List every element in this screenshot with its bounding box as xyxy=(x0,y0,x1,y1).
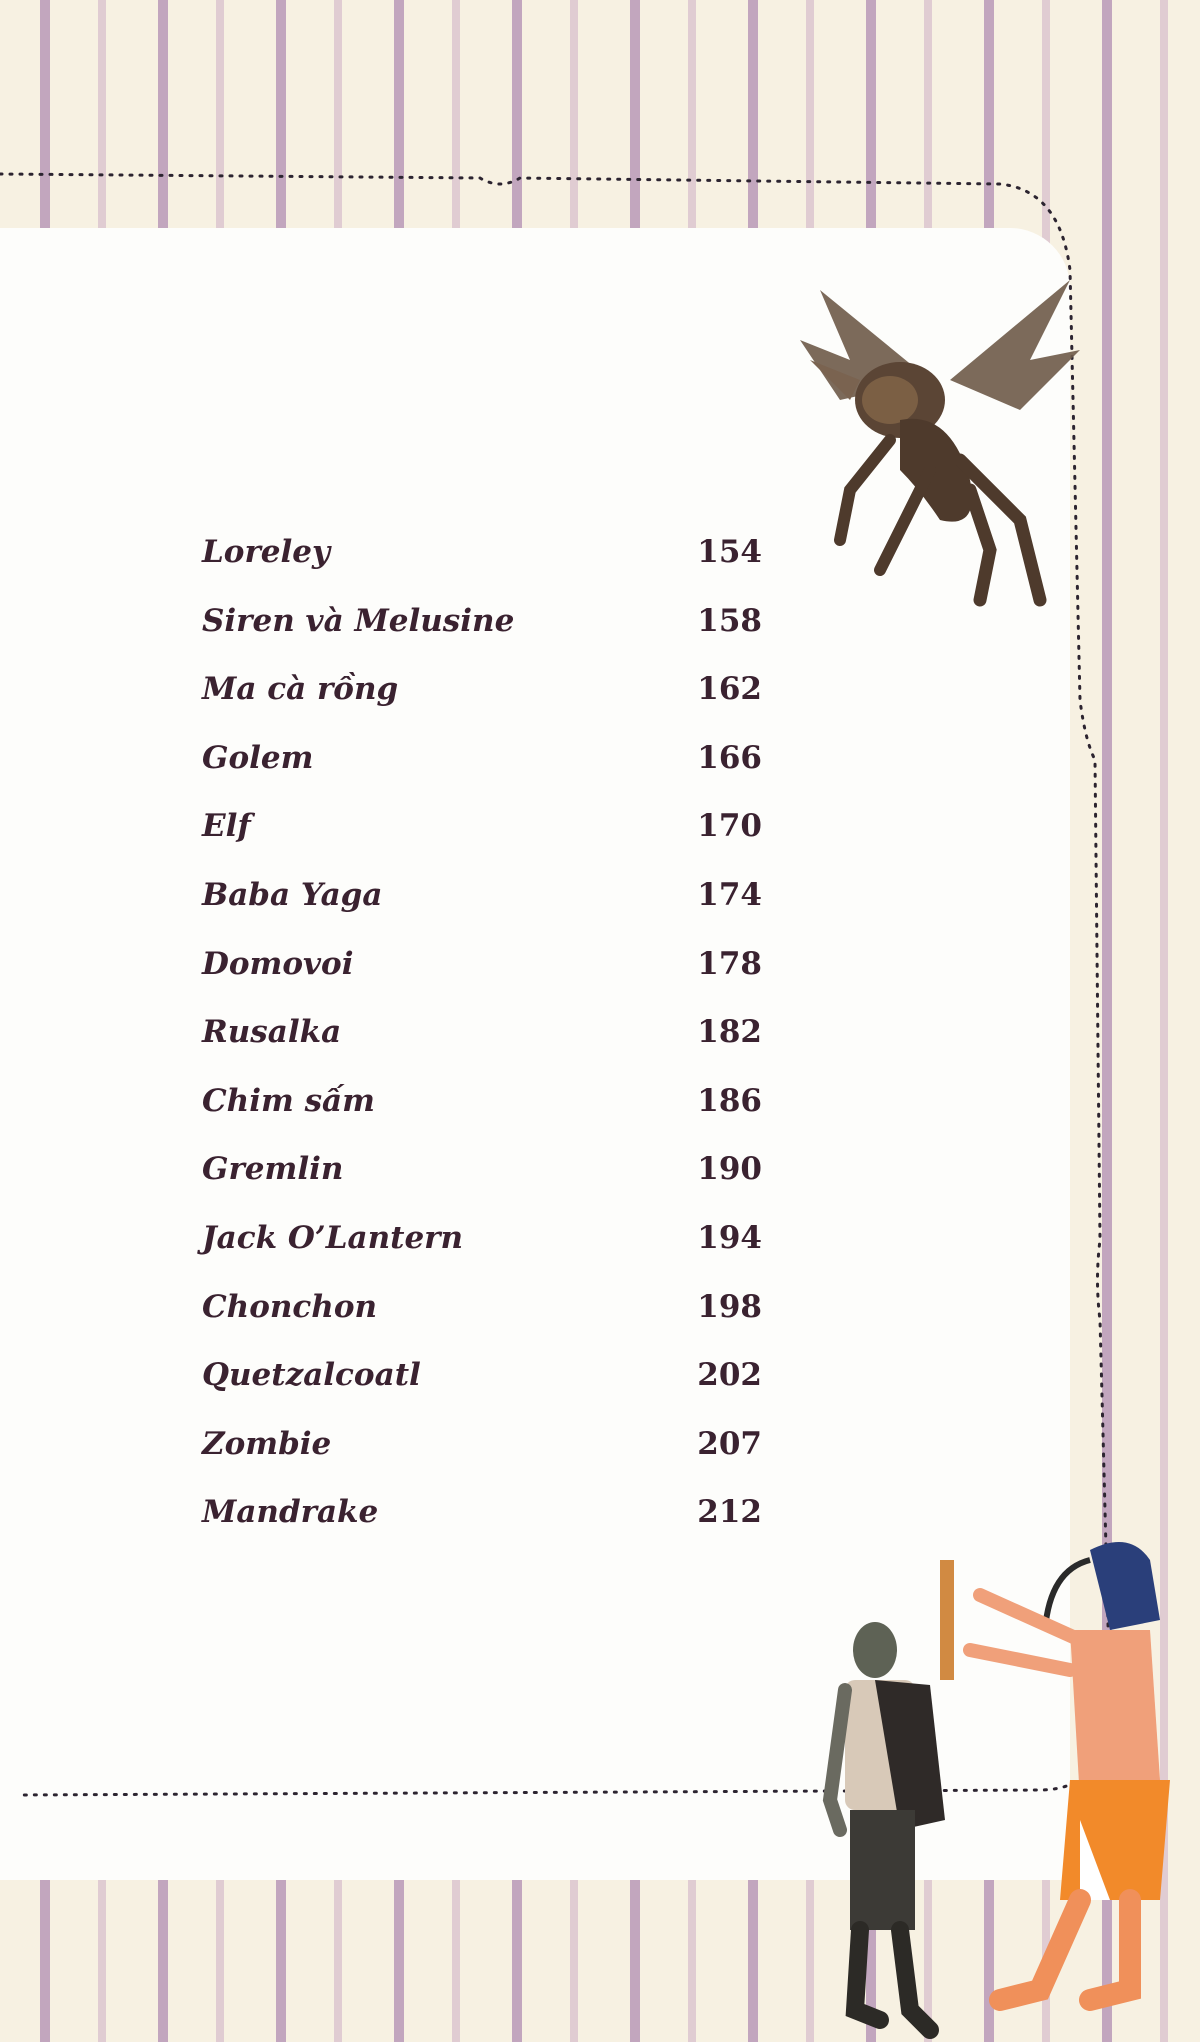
table-of-contents xyxy=(202,534,762,1563)
toc-title: Loreley xyxy=(202,534,331,570)
toc-page: 182 xyxy=(697,1014,762,1051)
toc-title: Chim sấm xyxy=(202,1082,375,1119)
toc-page: 158 xyxy=(697,602,762,639)
toc-title: Ma cà rồng xyxy=(202,671,399,708)
toc-title: Domovoi xyxy=(202,945,354,982)
toc-title: Quetzalcoatl xyxy=(202,1357,421,1394)
toc-page: 186 xyxy=(697,1082,762,1119)
toc-title: Golem xyxy=(202,739,314,776)
toc-row[interactable] xyxy=(202,534,762,603)
toc-page: 207 xyxy=(697,1425,762,1462)
toc-title: Zombie xyxy=(202,1425,332,1462)
toc-page: 154 xyxy=(697,534,762,570)
toc-row[interactable] xyxy=(202,1426,762,1495)
toc-page: 174 xyxy=(697,876,762,913)
toc-page: 170 xyxy=(697,808,762,845)
toc-row[interactable] xyxy=(202,603,762,672)
toc-row[interactable] xyxy=(202,946,762,1015)
toc-title: Jack O’Lantern xyxy=(202,1219,464,1256)
toc-title: Baba Yaga xyxy=(202,876,383,913)
toc-page: 178 xyxy=(697,945,762,982)
toc-title: Mandrake xyxy=(202,1494,379,1531)
toc-row[interactable] xyxy=(202,671,762,740)
toc-title: Siren và Melusine xyxy=(202,602,515,639)
thoth-illustration xyxy=(930,1520,1180,2020)
toc-row[interactable] xyxy=(202,1494,762,1563)
toc-row[interactable] xyxy=(202,1289,762,1358)
toc-page: 166 xyxy=(697,739,762,776)
toc-page: 162 xyxy=(697,671,762,708)
toc-title: Rusalka xyxy=(202,1014,342,1051)
toc-page: 202 xyxy=(697,1357,762,1394)
toc-title: Gremlin xyxy=(202,1151,344,1188)
toc-page: 194 xyxy=(697,1219,762,1256)
toc-row[interactable] xyxy=(202,1014,762,1083)
toc-row[interactable] xyxy=(202,1151,762,1220)
toc-title: Elf xyxy=(202,808,251,845)
toc-page: 212 xyxy=(697,1494,762,1531)
toc-row[interactable] xyxy=(202,877,762,946)
toc-row[interactable] xyxy=(202,740,762,809)
toc-row[interactable] xyxy=(202,1220,762,1289)
toc-row[interactable] xyxy=(202,1357,762,1426)
toc-page: 198 xyxy=(697,1288,762,1325)
toc-row[interactable] xyxy=(202,1083,762,1152)
toc-row[interactable] xyxy=(202,808,762,877)
gremlin-illustration xyxy=(780,270,1080,610)
toc-title: Chonchon xyxy=(202,1288,378,1325)
toc-page: 190 xyxy=(697,1151,762,1188)
